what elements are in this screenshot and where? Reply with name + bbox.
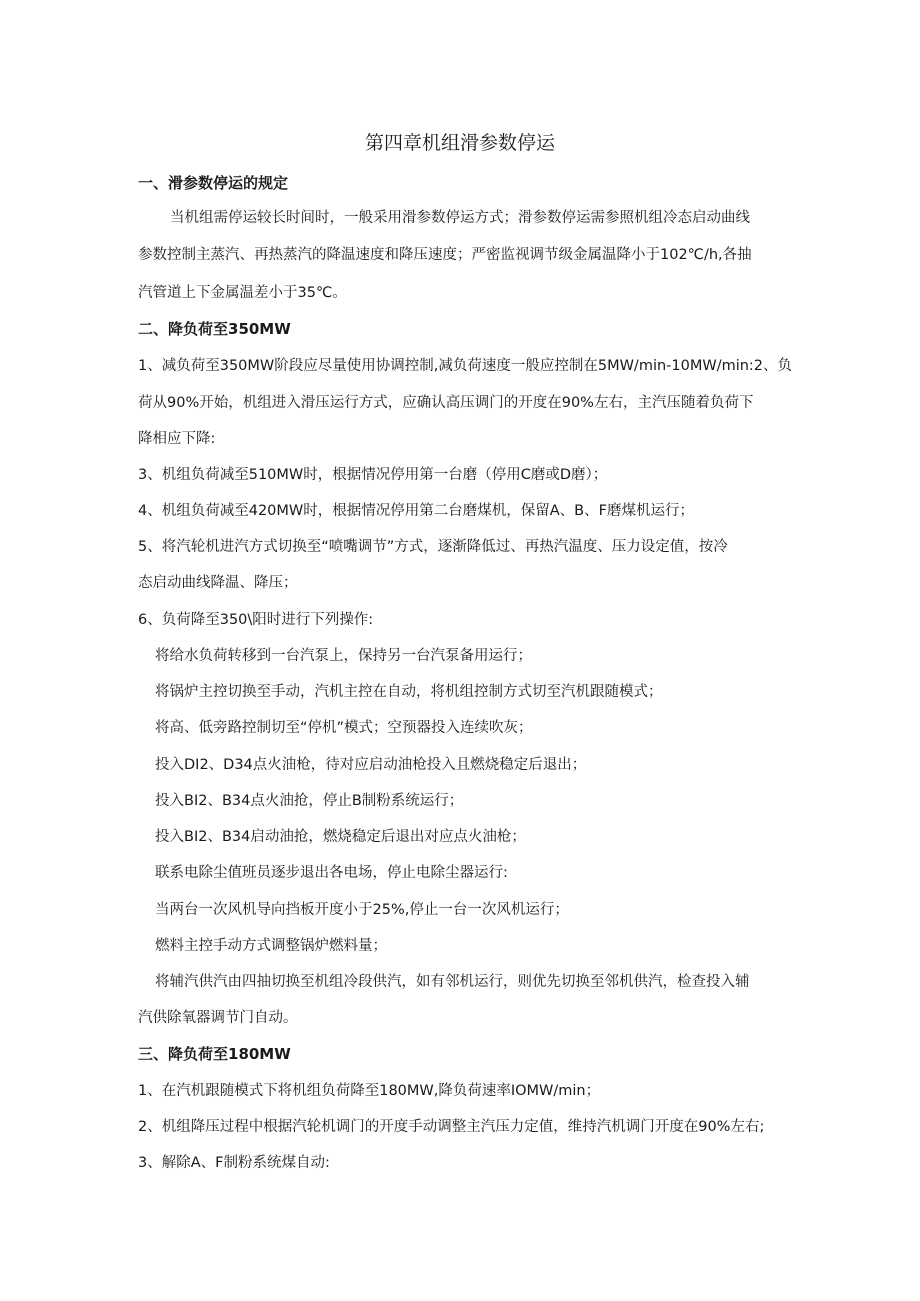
section-heading: 一、滑参数停运的规定 (138, 174, 289, 192)
paragraph-line: 态启动曲线降温、降压； (138, 575, 298, 591)
paragraph-line: 当机组需停运较长时间时，一般采用滑参数停运方式；滑参数停运需参照机组冷态启动曲线 (170, 210, 750, 226)
paragraph-line: 汽管道上下金属温差小于35℃。 (138, 285, 347, 301)
paragraph-line: 将给水负荷转移到一台汽泵上，保持另一台汽泵备用运行； (155, 648, 532, 664)
paragraph-line: 将锅炉主控切换至手动，汽机主控在自动，将机组控制方式切至汽机跟随模式； (155, 684, 663, 700)
section-heading: 三、降负荷至180MW (138, 1045, 291, 1063)
paragraph-line: 将辅汽供汽由四抽切换至机组冷段供汽，如有邻机运行，则优先切换至邻机供汽，检查投入辅 (155, 974, 750, 990)
paragraph-line: 参数控制主蒸汽、再热蒸汽的降温速度和降压速度；严密监视调节级金属温降小于102℃/h,各抽 (138, 247, 752, 263)
paragraph-line: 6、负荷降至350\阳时进行下列操作: (138, 612, 374, 628)
paragraph-line: 2、机组降压过程中根据汽轮机调门的开度手动调整主汽压力定值，维持汽机调门开度在90%左右; (138, 1119, 765, 1135)
paragraph-line: 将高、低旁路控制切至“停机”模式；空预器投入连续吹灰； (155, 720, 533, 736)
paragraph-line: 4、机组负荷减至420MW时，根据情况停用第二台磨煤机，保留A、B、F磨煤机运行； (138, 503, 694, 519)
paragraph-line: 当两台一次风机导向挡板开度小于25%,停止一台一次风机运行； (155, 902, 569, 918)
paragraph-line: 1、减负荷至350MW阶段应尽量使用协调控制,减负荷速度一般应控制在5MW/min-10MW/min:2、负 (138, 358, 793, 374)
paragraph-line: 投入BI2、B34启动油抢，燃烧稳定后退出对应点火油枪； (155, 829, 526, 845)
paragraph-line: 降相应下降: (138, 431, 216, 447)
paragraph-line: 投入DI2、D34点火油枪，待对应启动油枪投入且燃烧稳定后退出； (155, 757, 587, 773)
paragraph-line: 燃料主控手动方式调整锅炉燃料量； (155, 938, 387, 954)
paragraph-line: 3、机组负荷减至510MW时，根据情况停用第一台磨（停用C磨或D磨）； (138, 467, 608, 483)
section-heading: 二、降负荷至350MW (138, 320, 291, 338)
paragraph-line: 3、解除A、F制粉系统煤自动: (138, 1155, 330, 1171)
paragraph-line: 投入BI2、B34点火油抢，停止B制粉系统运行； (155, 793, 464, 809)
paragraph-line: 荷从90%开始，机组进入滑压运行方式，应确认高压调门的开度在90%左右，主汽压随着负荷下 (138, 395, 754, 411)
paragraph-line: 1、在汽机跟随模式下将机组负荷降至180MW,降负荷速率IOMW/min； (138, 1083, 601, 1099)
paragraph-line: 联系电除尘值班员逐步退出各电场，停止电除尘器运行: (155, 865, 508, 881)
paragraph-line: 汽供除氧器调节门自动。 (138, 1010, 298, 1026)
page-title: 第四章机组滑参数停运 (364, 132, 555, 154)
paragraph-line: 5、将汽轮机进汽方式切换至“喷嘴调节”方式，逐渐降低过、再热汽温度、压力设定值，按冷 (138, 539, 728, 555)
